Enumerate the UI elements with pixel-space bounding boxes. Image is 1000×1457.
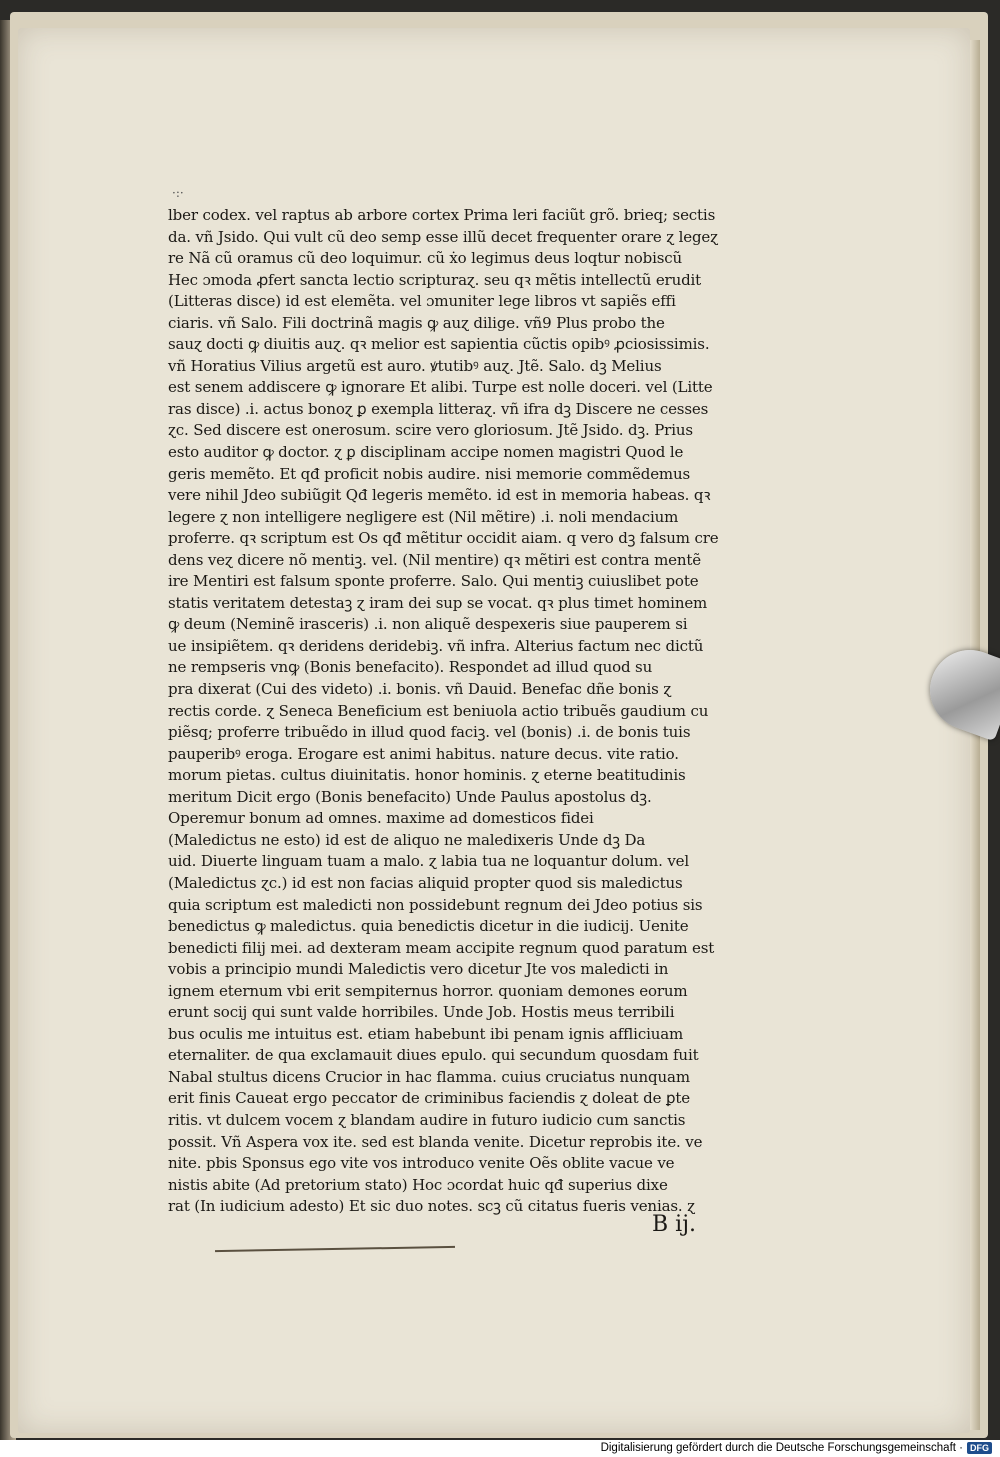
text-line: vobis a principio mundi Maledictis vero dicetur Jte vos maledicti in	[168, 960, 669, 979]
text-line: bus oculis me intuitus est. etiam habebunt ibi penam ignis affliciuam	[168, 1024, 684, 1043]
text-line: rectis corde. ɀ Seneca Beneficium est beniuola actio tribuẽs gaudium cu	[168, 701, 709, 720]
text-line: (Maledictus ɀc.) id est non facias aliquid propter quod sis maledictus	[168, 873, 683, 892]
text-line: (Litteras disce) id est elemẽta. vel ɔmuniter lege libros vt sapiẽs effi	[168, 292, 676, 311]
text-line: geris memẽto. Et qđ proficit nobis audire. nisi memorie commẽdemus	[168, 464, 691, 483]
text-line: benedictus ꝙ maledictus. quia benedictis dicetur in die iudicij. Uenite	[168, 917, 689, 936]
text-line: dens veɀ dicere nõ mentiꝫ. vel. (Nil mentire) qꝛ mẽtiri est contra mentẽ	[168, 550, 702, 569]
text-line: re Nã cũ oramus cũ deo loquimur. cũ ẋo legimus deus loqtur nobiscũ	[168, 249, 683, 268]
funding-credit: Digitalisierung gefördert durch die Deutsche Forschungsgemeinschaft ·	[600, 1442, 963, 1454]
signature-mark: B ij.	[652, 1212, 697, 1237]
text-line: est senem addiscere ꝙ ignorare Et alibi. Turpe est nolle doceri. vel (Litte	[168, 378, 713, 397]
text-line: nistis abite (Ad pretorium stato) Hoc ɔcordat huic qđ superius dixe	[168, 1175, 668, 1194]
text-line: da. vñ Jsido. Qui vult cũ deo semp esse illũ decet frequenter orare ɀ legeɀ	[168, 227, 718, 246]
text-line: ɀc. Sed discere est onerosum. scire vero gloriosum. Jtẽ Jsido. dꝫ. Prius	[168, 421, 693, 440]
text-line: ue insipiẽtem. qꝛ deridens deridebiꝫ. vñ infra. Alterius factum nec dictũ	[168, 636, 704, 655]
text-line: ciaris. vñ Salo. Fili doctrinã magis ꝙ auɀ dilige. vñ9 Plus probo the	[168, 313, 665, 332]
text-line: erunt socij qui sunt valde horribiles. Unde Job. Hostis meus terribili	[168, 1003, 675, 1022]
text-line: benedicti filij mei. ad dexteram meam accipite regnum quod paratum est	[168, 938, 715, 957]
text-line: lber codex. vel raptus ab arbore cortex Prima leri faciũt grõ. brieq; sectis	[168, 206, 716, 224]
text-line: erit finis Caueat ergo peccator de criminibus faciendis ɀ doleat de ꝑte	[168, 1089, 690, 1108]
dfg-logo: DFG	[967, 1442, 992, 1454]
text-line: vñ Horatius Vilius argetũ est auro. ꝟtutibꝰ auɀ. Jtẽ. Salo. dꝫ Melius	[168, 356, 662, 375]
text-line: esto auditor ꝙ doctor. ɀ ꝑ disciplinam accipe nomen magistri Quod le	[168, 443, 684, 462]
text-line: meritum Dicit ergo (Bonis benefacito) Unde Paulus apostolus dꝫ.	[168, 787, 652, 806]
text-line: ritis. vt dulcem vocem ɀ blandam audire in futuro iudicio cum sanctis	[168, 1110, 686, 1129]
page-mark: ·:·	[172, 186, 184, 200]
text-line: Nabal stultus dicens Crucior in hac flamma. cuius cruciatus nunquam	[168, 1067, 690, 1086]
text-line: ne rempseris vnꝙ (Bonis benefacito). Respondet ad illud quod su	[168, 658, 653, 677]
text-line: statis veritatem detestaꝫ ɀ iram dei sup se vocat. qꝛ plus timet hominem	[168, 593, 708, 612]
text-line: vere nihil Jdeo subiũgit Qđ legeris memẽto. id est in memoria habeas. qꝛ	[168, 486, 711, 505]
text-line: ꝙ deum (Neminẽ irasceris) .i. non aliquẽ despexeris siue pauperem si	[168, 615, 688, 634]
text-line: sauɀ docti ꝙ diuitis auɀ. qꝛ melior est sapientia cũctis opibꝰ ꝓciosissimis.	[168, 335, 710, 354]
text-line: Hec ɔmoda ꝓfert sancta lectio scripturaɀ. seu qꝛ mẽtis intellectũ erudit	[168, 270, 702, 289]
text-line: morum pietas. cultus diuinitatis. honor hominis. ɀ eterne beatitudinis	[168, 766, 686, 785]
text-line: piẽsq; proferre tribuẽdo in illud quod faciꝫ. vel (bonis) .i. de bonis tuis	[168, 723, 691, 742]
text-line: pauperibꝰ eroga. Erogare est animi habitus. nature decus. vite ratio.	[168, 744, 679, 763]
text-line: nite. pbis Sponsus ego vite vos introduco venite Oẽs oblite vacue ve	[168, 1154, 675, 1173]
text-line: possit. Vñ Aspera vox ite. sed est blanda venite. Dicetur reprobis ite. ve	[168, 1132, 703, 1151]
text-line: Operemur bonum ad omnes. maxime ad domesticos fidei	[168, 809, 594, 828]
text-line: pra dixerat (Cui des videto) .i. bonis. vñ Dauid. Benefac dñe bonis ɀ	[168, 680, 672, 699]
text-line: ire Mentiri est falsum sponte proferre. Salo. Qui mentiꝫ cuiuslibet pote	[168, 572, 699, 591]
text-line: legere ɀ non intelligere negligere est (Nil mẽtire) .i. noli mendacium	[168, 507, 679, 526]
text-line: ras disce) .i. actus bonoɀ ꝑ exempla litteraɀ. vñ ifra dꝫ Discere ne cesses	[168, 399, 709, 418]
footer	[601, 1442, 992, 1454]
text-line: eternaliter. de qua exclamauit diues epulo. qui secundum quosdam fuit	[168, 1046, 699, 1065]
text-line: rat (In iudicium adesto) Et sic duo notes. scꝫ cũ citatus fueris venias. ɀ	[168, 1197, 695, 1216]
text-line: quia scriptum est maledicti non possidebunt regnum dei Jdeo potius sis	[168, 895, 703, 914]
text-block	[168, 205, 780, 1218]
text-line: ignem eternum vbi erit sempiternus horror. quoniam demones eorum	[168, 981, 688, 1000]
text-line: uid. Diuerte linguam tuam a malo. ɀ labia tua ne loquantur dolum. vel	[168, 852, 690, 871]
text-line: (Maledictus ne esto) id est de aliquo ne maledixeris Unde dꝫ Da	[168, 830, 646, 849]
text-line: proferre. qꝛ scriptum est Os qđ mẽtitur occidit aiam. q vero dꝫ falsum cre	[168, 529, 719, 548]
